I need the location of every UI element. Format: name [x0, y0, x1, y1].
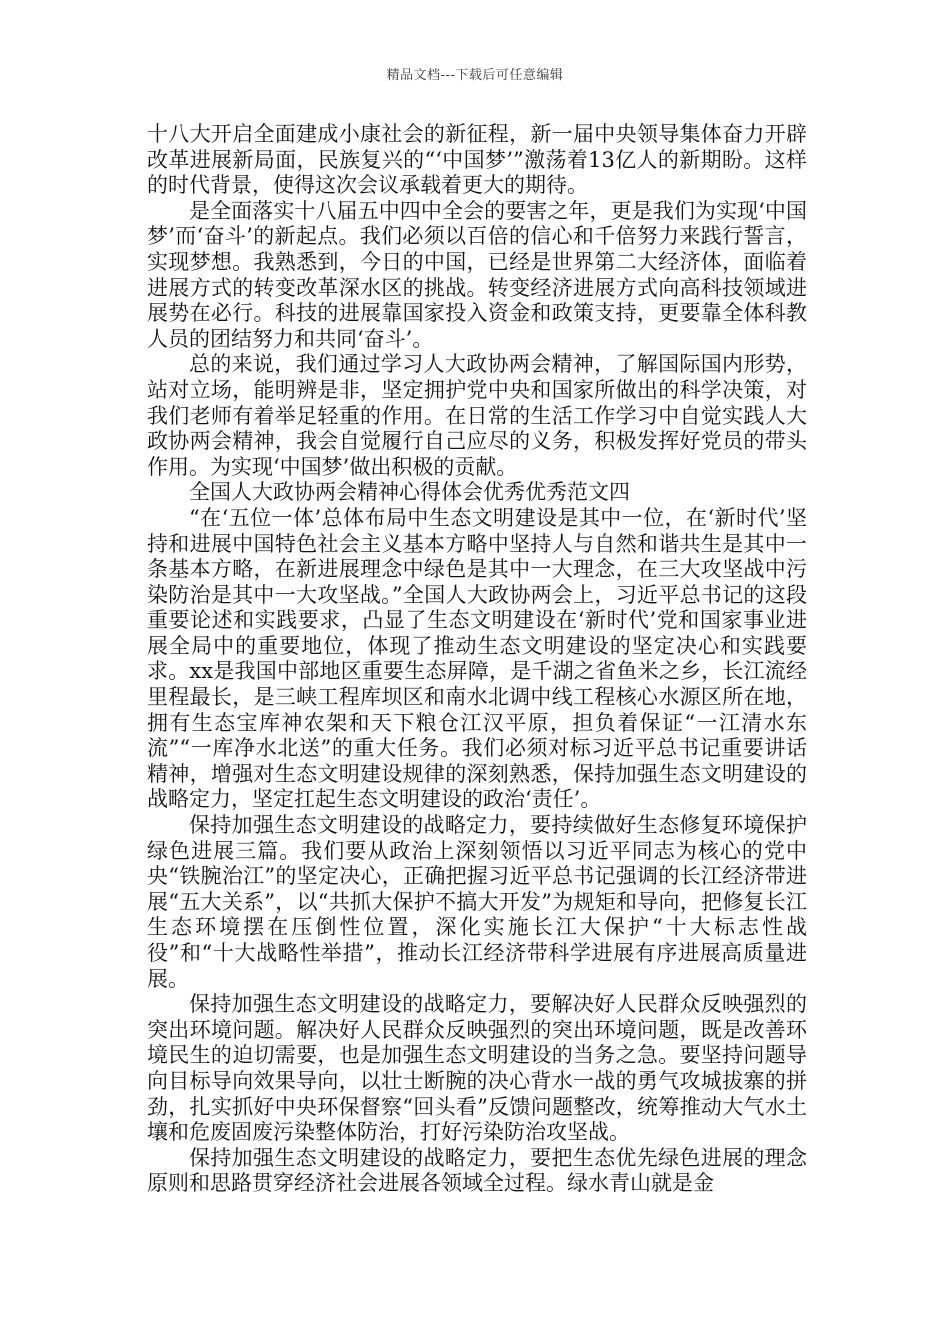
- paragraph: 保持加强生态文明建设的战略定力，要把生态优先绿色进展的理念原则和思路贯穿经济社会进展各领域全过程。绿水青山就是金: [147, 1145, 807, 1196]
- document-body: [147, 122, 807, 1197]
- paragraph: “在‘五位一体’总体布局中生态文明建设是其中一位，在‘新时代’坚持和进展中国特色社会主义基本方略中坚持人与自然和谐共生是其中一条基本方略，在新进展理念中绿色是其中一大理念，在三大攻坚战中污染防治是其中一大攻坚战。”全国人大政协两会上，习近平总书记的这段重要论述和实践要求，凸显了生态文明建设在‘新时代’党和国家事业进展全局中的重要地位，体现了推动生态文明建设的坚定决心和实践要求。xx是我国中部地区重要生态屏障，是千湖之省鱼米之乡，长江流经里程最长，是三峡工程库坝区和南水北调中线工程核心水源区所在地，拥有生态宝库神农架和天下粮仓江汉平原，担负着保证“一江清水东流”“一库净水北送”的重大任务。我们必须对标习近平总书记重要讲话精神，增强对生态文明建设规律的深刻熟悉，保持加强生态文明建设的战略定力，坚定扛起生态文明建设的政治‘责任’。: [147, 505, 807, 812]
- paragraph: 总的来说，我们通过学习人大政协两会精神，了解国际国内形势，站对立场，能明辨是非，坚定拥护党中央和国家所做出的科学决策，对我们老师有着举足轻重的作用。在日常的生活工作学习中自觉实践人大政协两会精神，我会自觉履行自己应尽的义务，积极发挥好党员的带头作用。为实现‘中国梦’做出积极的贡献。: [147, 352, 807, 479]
- paragraph: 十八大开启全面建成小康社会的新征程，新一届中央领导集体奋力开辟改革进展新局面，民族复兴的“‘中国梦’”激荡着13亿人的新期盼。这样的时代背景，使得这次会议承载着更大的期待。: [147, 122, 807, 198]
- paragraph: 保持加强生态文明建设的战略定力，要持续做好生态修复环境保护绿色进展三篇。我们要从政治上深刻领悟以习近平同志为核心的党中央“铁腕治江”的坚定决心，正确把握习近平总书记强调的长江经济带进展“五大关系”，以“共抓大保护不搞大开发”为规矩和导向，把修复长江生态环境摆在压倒性位置，深化实施长江大保护“十大标志性战役”和“十大战略性举措”，推动长江经济带科学进展有序进展高质量进展。: [147, 813, 807, 991]
- section-heading: 全国人大政协两会精神心得体会优秀优秀范文四: [189, 480, 630, 505]
- page-header: 精品文档---下载后可任意编辑: [386, 68, 564, 83]
- paragraph: 是全面落实十八届五中四中全会的要害之年，更是我们为实现‘中国梦’而‘奋斗’的新起点。我们必须以百倍的信心和千倍努力来践行誓言，实现梦想。我熟悉到，今日的中国，已经是世界第二大经济体，面临着进展方式的转变改革深水区的挑战。转变经济进展方式向高科技领域进展势在必行。科技的进展靠国家投入资金和政策支持，更要靠全体科教人员的团结努力和共同‘奋斗’。: [147, 198, 807, 351]
- paragraph: 保持加强生态文明建设的战略定力，要解决好人民群众反映强烈的突出环境问题。解决好人民群众反映强烈的突出环境问题，既是改善环境民生的迫切需要，也是加强生态文明建设的当务之急。要坚持问题导向目标导向效果导向，以壮士断腕的决心背水一战的勇气攻城拔寨的拼劲，扎实抓好中央环保督察“回头看”反馈问题整改，统筹推动大气水土壤和危废固废污染整体防治，打好污染防治攻坚战。: [147, 992, 807, 1145]
